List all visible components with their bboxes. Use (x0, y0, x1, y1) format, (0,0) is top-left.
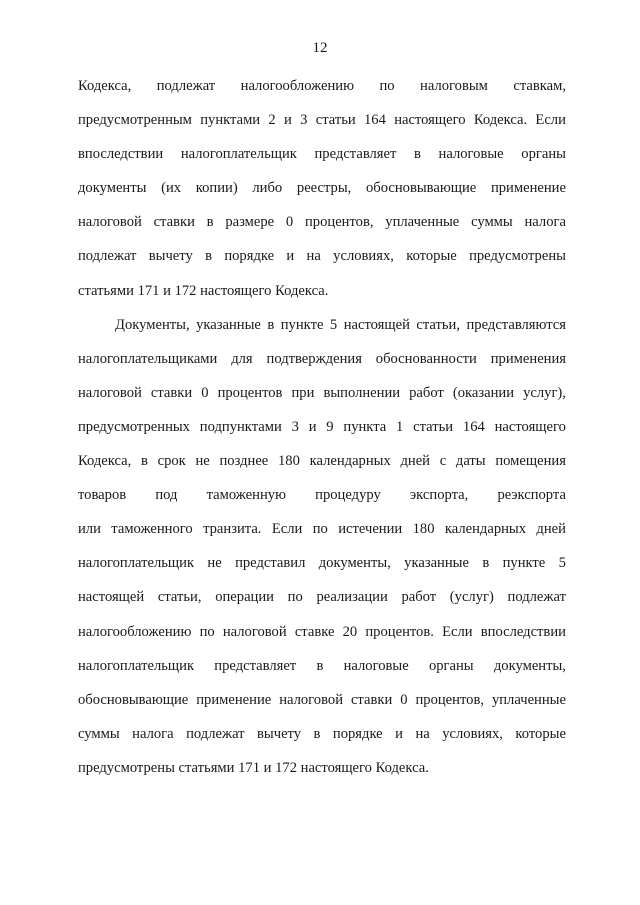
text-line: налоговой ставки 0 процентов при выполнении работ (оказании услуг), (78, 384, 566, 401)
text-line: товаров под таможенную процедуру экспорта, реэкспорта (78, 487, 566, 504)
document-body (78, 76, 566, 792)
text-line: впоследствии налогоплательщик представляет в налоговые органы (78, 146, 566, 163)
paragraph-p1 (78, 76, 566, 315)
text-line: суммы налога подлежат вычету в порядке и на условиях, которые (78, 725, 566, 742)
text-line: предусмотрены статьями 171 и 172 настоящего Кодекса. (78, 759, 429, 776)
text-line: документы (их копии) либо реестры, обосновывающие применение (78, 180, 566, 197)
text-line: предусмотренным пунктами 2 и 3 статьи 164 настоящего Кодекса. Если (78, 112, 566, 129)
text-line: настоящей статьи, операции по реализации работ (услуг) подлежат (78, 589, 566, 606)
paragraph-p2 (78, 315, 566, 792)
text-line: Кодекса, подлежат налогообложению по налоговым ставкам, (78, 78, 566, 94)
text-line: налогоплательщик представляет в налоговые органы документы, (78, 657, 566, 674)
page-number: 12 (312, 40, 328, 56)
text-line: Кодекса, в срок не позднее 180 календарных дней с даты помещения (78, 453, 566, 470)
text-line: Документы, указанные в пункте 5 настоящей статьи, представляются (115, 316, 566, 333)
text-line: предусмотренных подпунктами 3 и 9 пункта 1 статьи 164 настоящего (78, 418, 566, 435)
text-line: или таможенного транзита. Если по истечении 180 календарных дней (78, 521, 566, 538)
text-line: налогообложению по налоговой ставке 20 процентов. Если впоследствии (78, 623, 566, 640)
text-line: налогоплательщик не представил документы, указанные в пункте 5 (78, 555, 566, 572)
text-line: обосновывающие применение налоговой ставки 0 процентов, уплаченные (78, 691, 566, 708)
text-line: подлежат вычету в порядке и на условиях, которые предусмотрены (78, 248, 566, 265)
text-line: статьями 171 и 172 настоящего Кодекса. (78, 282, 329, 299)
text-line: налогоплательщиками для подтверждения обоснованности применения (78, 350, 566, 367)
text-line: налоговой ставки в размере 0 процентов, уплаченные суммы налога (78, 214, 566, 231)
